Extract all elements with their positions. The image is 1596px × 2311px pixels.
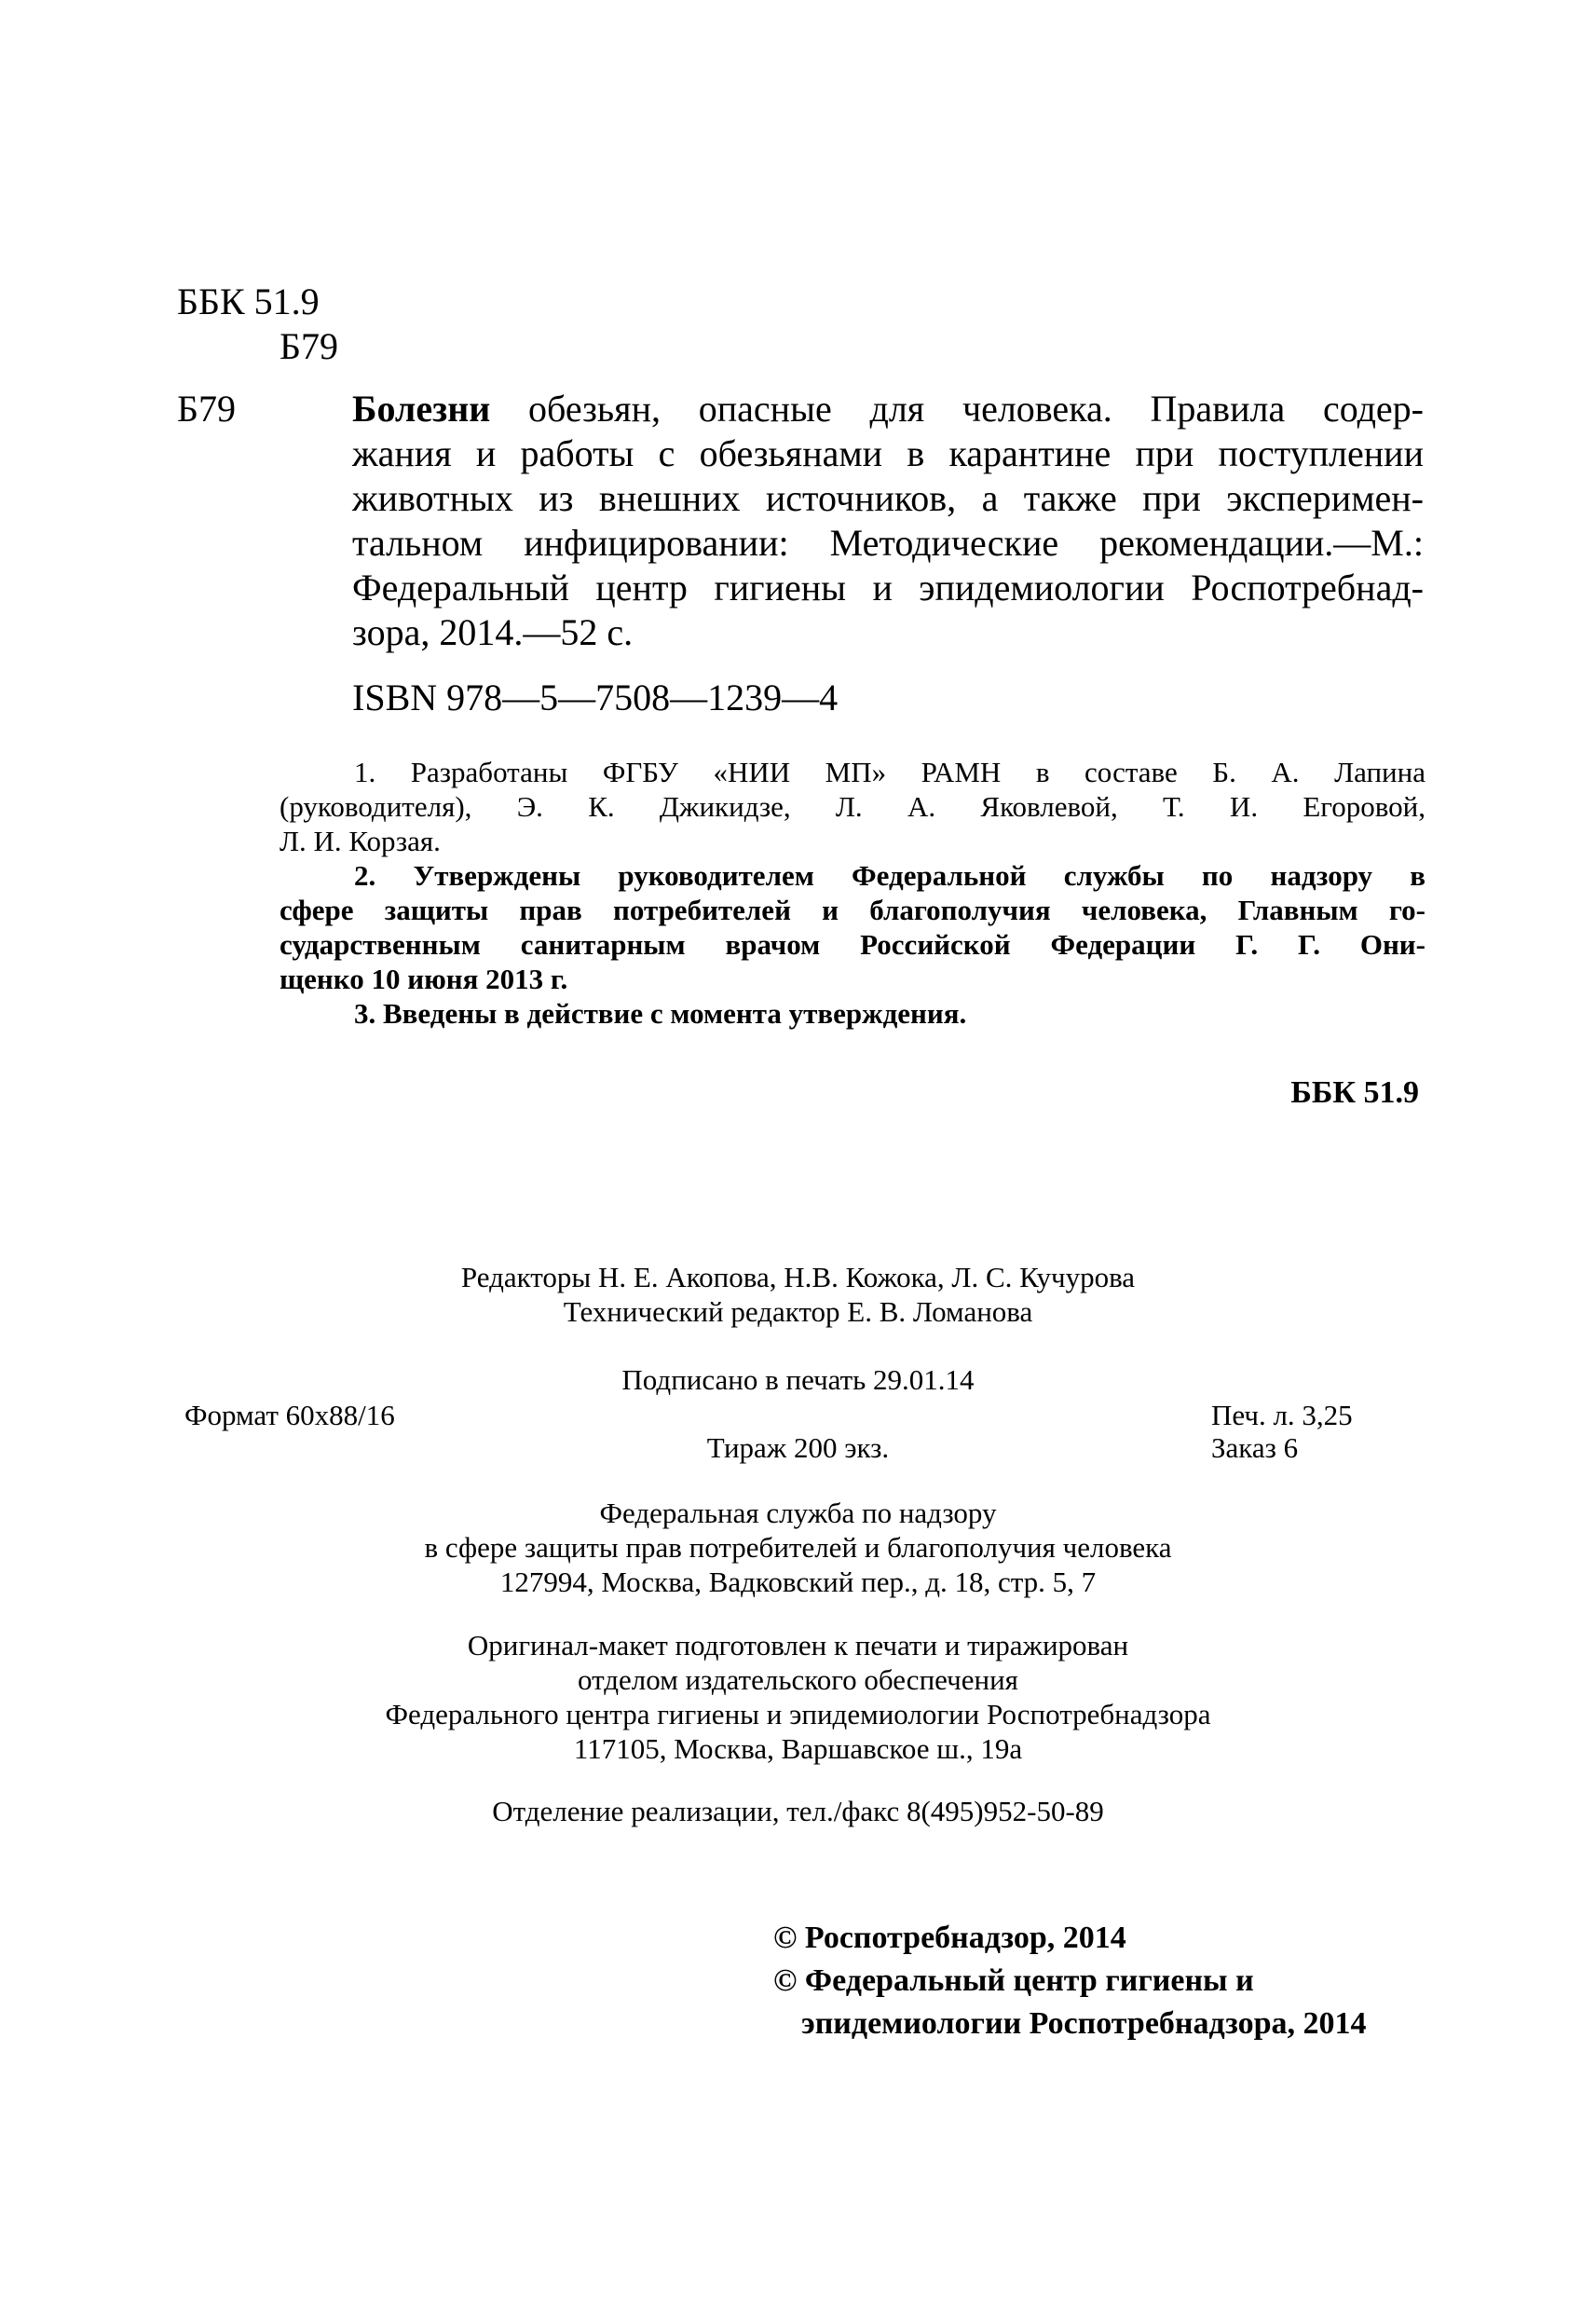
entry-title-bold: Болезни [352,388,491,430]
publication-info [280,755,1425,1031]
bbk-index-bottom: ББК 51.9 [1290,1075,1419,1110]
layout-credit-block [0,1628,1596,1766]
info-line: сфере защиты прав потребителей и благополучия человека, Главным го- [280,894,1425,926]
publisher-line: 127994, Москва, Вадковский пер., д. 18, стр. 5, 7 [499,1566,1097,1598]
author-code-top: Б79 [280,325,338,367]
entry-line: жания и работы с обезьянами в карантине при поступлении [352,432,1424,474]
layout-credit-line: 117105, Москва, Варшавское ш., 19а [573,1732,1023,1765]
publisher-line: в сфере защиты прав потребителей и благополучия человека [424,1531,1172,1564]
publisher-block [0,1496,1596,1599]
bibliographic-entry [352,387,1424,655]
isbn: ISBN 978—5—7508—1239—4 [352,677,839,718]
entry-line: зора, 2014.—52 с. [352,611,634,653]
paper-format: Формат 60x88/16 [184,1399,395,1431]
layout-credit-line: отделом издательского обеспечения [578,1663,1018,1696]
bbk-index-top: ББК 51.9 [177,280,320,322]
author-code-entry: Б79 [177,388,236,430]
info-line: Л. И. Корзая. [280,825,441,857]
editors: Редакторы Н. Е. Акопова, Н.В. Кожока, Л. С. Кучурова [460,1261,1136,1293]
layout-credit-line: Федерального центра гигиены и эпидемиологии Роспотребнадзора [385,1698,1211,1730]
editors-block [0,1260,1596,1329]
publisher-line: Федеральная служба по надзору [599,1497,997,1529]
layout-credit-line: Оригинал-макет подготовлен к печати и тиражирован [467,1629,1129,1661]
entry-line: тальном инфицировании: Методические рекомендации.—М.: [352,522,1424,564]
copyright-block [773,1920,1367,2048]
entry-line: Болезни обезьян, опасные для человека. Правила содер- [352,388,1424,430]
sales-contact: Отделение реализации, тел./факс 8(495)952-50-89 [492,1795,1104,1827]
entry-line: Федеральный центр гигиены и эпидемиологии Роспотребнад- [352,567,1424,609]
info-line: 1. Разработаны ФГБУ «НИИ МП» РАМН в составе Б. А. Лапина [354,756,1425,788]
signed-to-print: Подписано в печать 29.01.14 [621,1363,975,1396]
info-line: щенко 10 июня 2013 г. [280,963,568,995]
info-line: 2. Утверждены руководителем Федеральной службы по надзору в [354,859,1425,892]
technical-editor: Технический редактор Е. В. Ломанова [563,1295,1033,1328]
printed-sheets: Печ. л. 3,25 [1211,1399,1353,1431]
info-line: (руководителя), Э. К. Джикидзе, Л. А. Яковлевой, Т. И. Егоровой, [280,790,1425,823]
print-run: Тираж 200 экз. [706,1431,890,1464]
entry-line: животных из внешних источников, а также при эксперимен- [352,477,1424,519]
copyright-line: © Роспотребнадзор, 2014 [773,1921,1126,1955]
order-number: Заказ 6 [1211,1431,1299,1464]
copyright-line: © Федеральный центр гигиены и [773,1963,1254,1998]
info-line: 3. Введены в действие с момента утверждения. [354,997,967,1030]
copyright-line: эпидемиологии Роспотребнадзора, 2014 [801,2006,1367,2041]
info-line: сударственным санитарным врачом Российской Федерации Г. Г. Oни- [280,928,1425,961]
